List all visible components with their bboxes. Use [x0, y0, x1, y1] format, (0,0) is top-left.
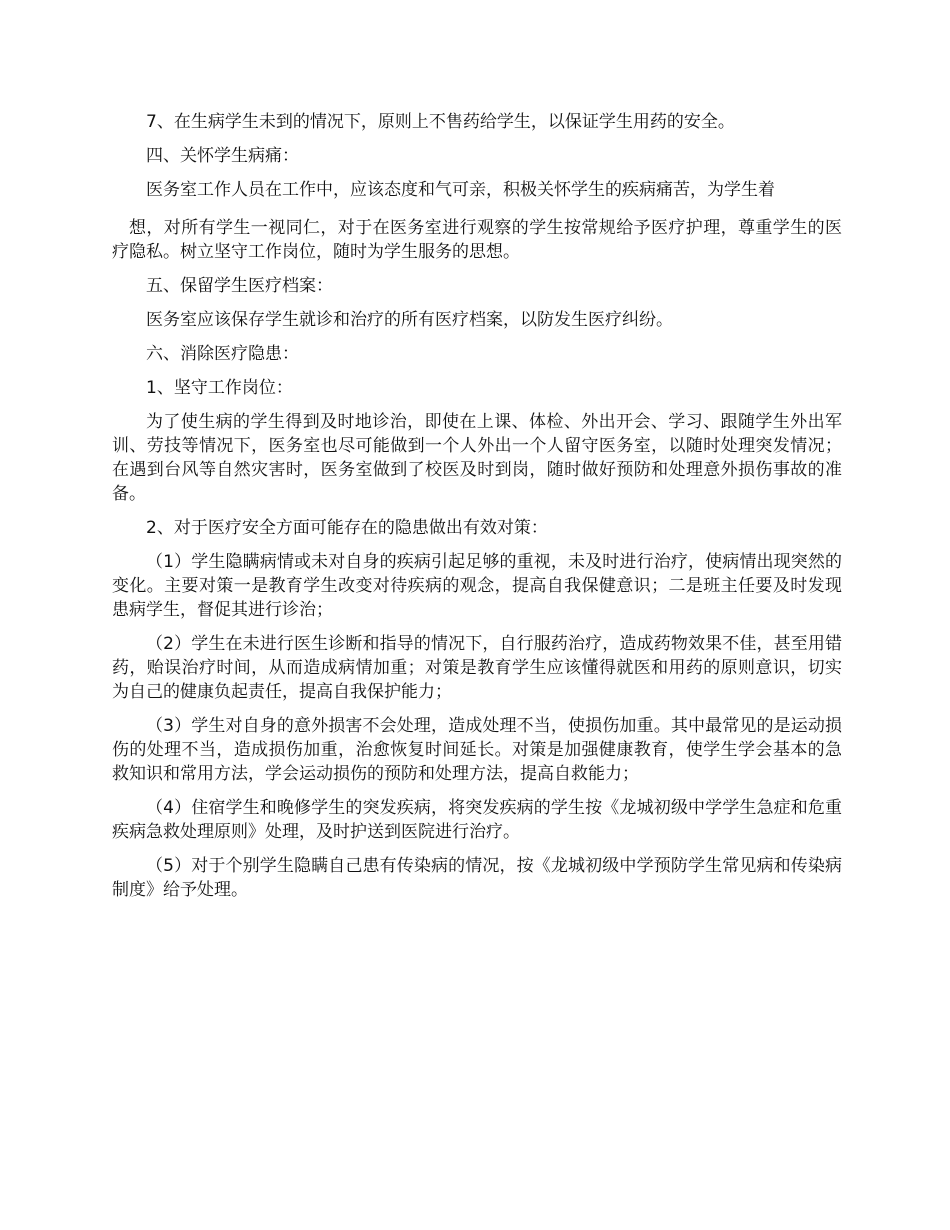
subheading-countermeasures: 2、对于医疗安全方面可能存在的隐患做出有效对策：	[146, 518, 548, 538]
paragraph-post: 为了使生病的学生得到及时地诊治，即使在上课、体检、外出开会、学习、跟随学生外出军训、劳技等情况下，医务室也尽可能做到一个人外出一个人留守医务室，以随时处理突发情况；在遇到台风等自然灾害时，医务室做到了校医及时到岗，随时做好预防和处理意外损伤事故的准备。	[112, 412, 842, 504]
paragraph-item-7: 7、在生病学生未到的情况下，原则上不售药给学生，以保证学生用药的安全。	[146, 112, 735, 132]
section-heading-hazards: 六、消除医疗隐患：	[146, 344, 299, 364]
document-body	[112, 110, 842, 912]
paragraph-countermeasure-1: （1）学生隐瞒病情或未对自身的疾病引起足够的重视，未及时进行治疗，使病情出现突然的变化。主要对策一是教育学生改变对待疾病的观念，提高自我保健意识；二是班主任要及时发现患病学生，督促其进行诊治；	[112, 552, 842, 620]
section-heading-records: 五、保留学生医疗档案：	[146, 276, 333, 296]
paragraph-countermeasure-4: （4）住宿学生和晚修学生的突发疾病，将突发疾病的学生按《龙城初级中学学生急症和危重疾病急救处理原则》处理，及时护送到医院进行治疗。	[112, 798, 842, 842]
subheading-post: 1、坚守工作岗位：	[146, 378, 293, 398]
paragraph-care-1: 医务室工作人员在工作中，应该态度和气可亲，积极关怀学生的疾病痛苦，为学生着	[146, 180, 775, 200]
paragraph-countermeasure-3: （3）学生对自身的意外损害不会处理，造成处理不当，使损伤加重。其中最常见的是运动损伤的处理不当，造成损伤加重，治愈恢复时间延长。对策是加强健康教育，使学生学会基本的急救知识和常用方法，学会运动损伤的预防和处理方法，提高自救能力；	[112, 716, 842, 784]
section-heading-care: 四、关怀学生病痛：	[146, 146, 299, 166]
paragraph-countermeasure-2: （2）学生在未进行医生诊断和指导的情况下，自行服药治疗，造成药物效果不佳，甚至用错药，贻误治疗时间，从而造成病情加重；对策是教育学生应该懂得就医和用药的原则意识，切实为自己的健康负起责任，提高自我保护能力；	[112, 634, 842, 702]
paragraph-records: 医务室应该保存学生就诊和治疗的所有医疗档案，以防发生医疗纠纷。	[146, 310, 673, 330]
paragraph-care-2: 想，对所有学生一视同仁，对于在医务室进行观察的学生按常规给予医疗护理，尊重学生的医疗隐私。树立坚守工作岗位，随时为学生服务的思想。	[112, 218, 842, 262]
paragraph-countermeasure-5: （5）对于个别学生隐瞒自己患有传染病的情况，按《龙城初级中学预防学生常见病和传染病制度》给予处理。	[112, 856, 842, 900]
